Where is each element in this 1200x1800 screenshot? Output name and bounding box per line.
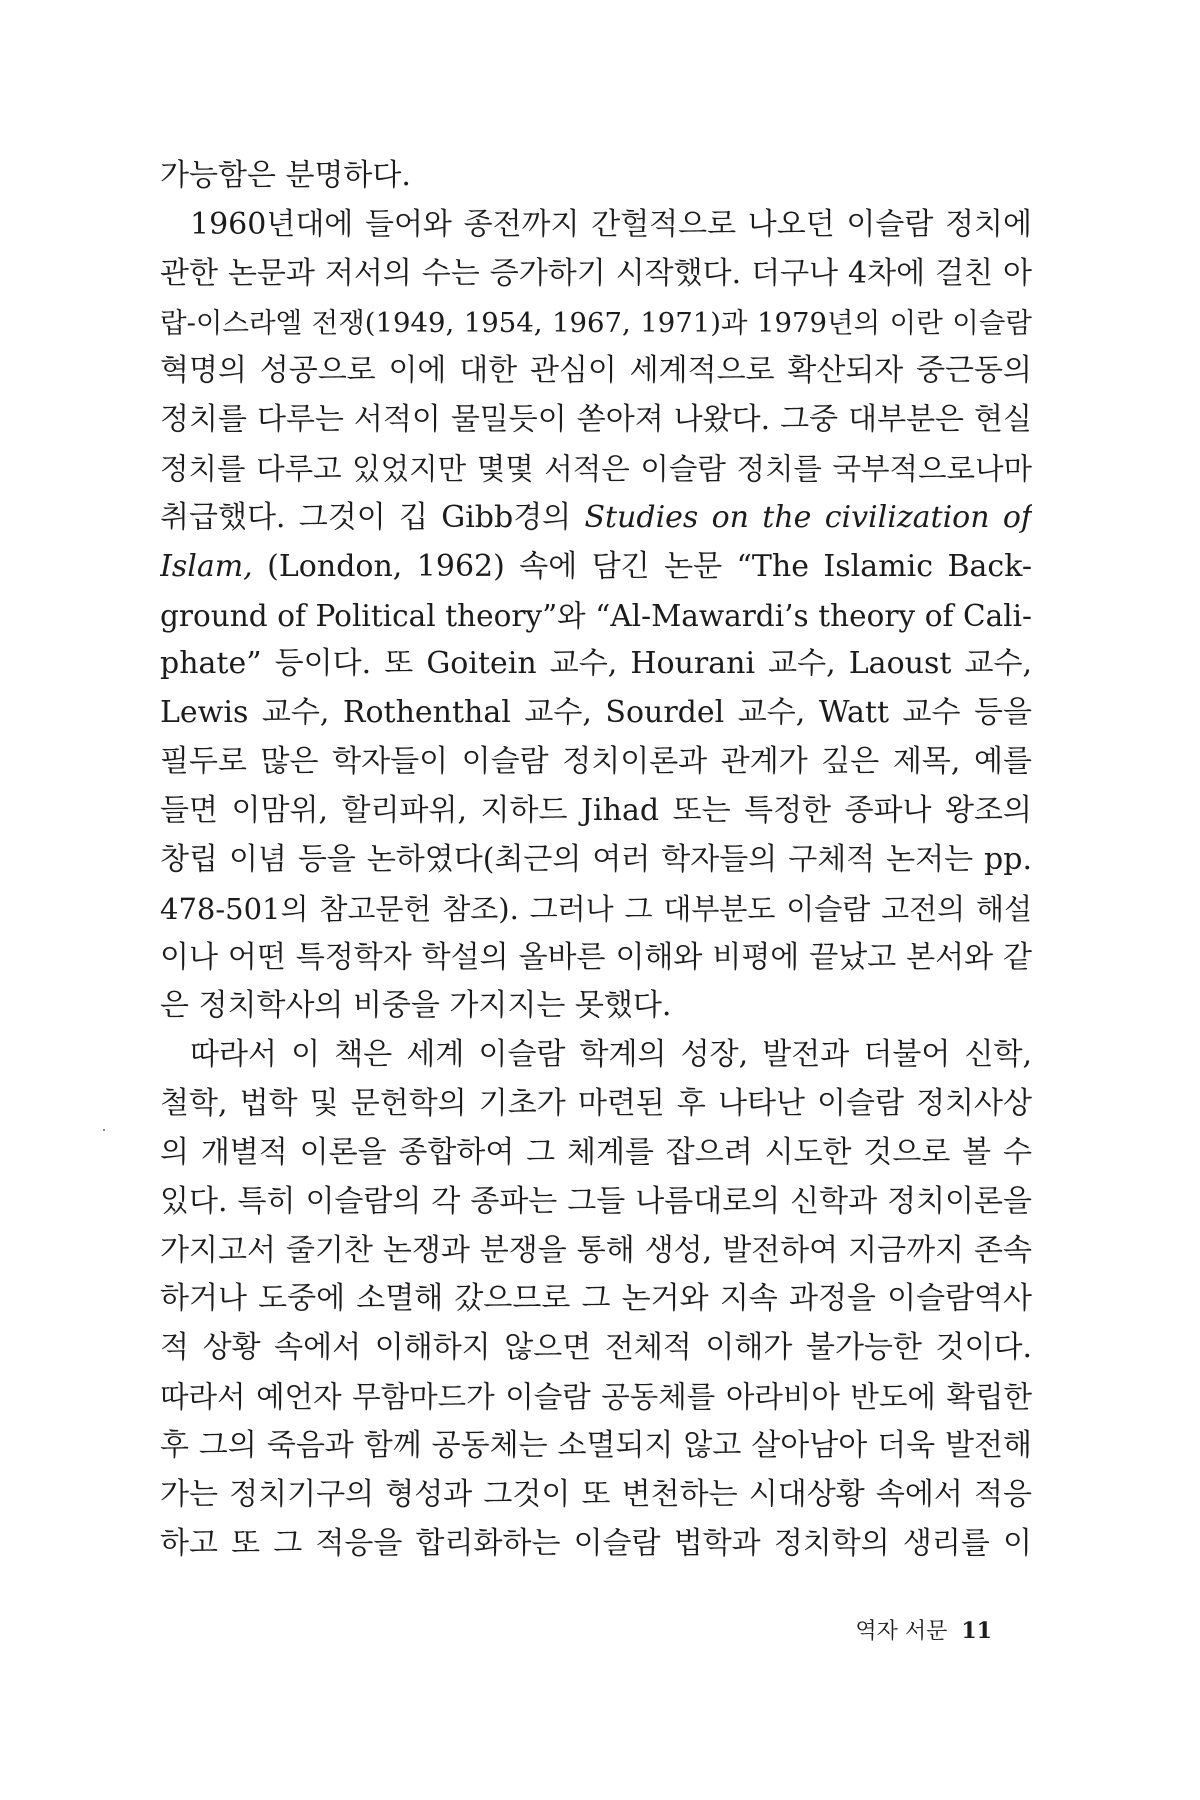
text-line xyxy=(160,543,1032,592)
body-text xyxy=(160,152,1032,1568)
text-span: (London, 1962) 속에 담긴 논문 “The Islamic Back- xyxy=(252,548,1032,584)
book-title: Islam, xyxy=(160,548,253,584)
text-line: 478-501의 참고문헌 참조). 그러나 그 대부분도 이슬람 고전의 해설 xyxy=(160,891,1032,926)
text-line: 적 상황 속에서 이해하지 않으면 전체적 이해가 불가능한 것이다. xyxy=(160,1330,1032,1366)
text-line: 있다. 특히 이슬람의 각 종파는 그들 나름대로의 신학과 정치이론을 xyxy=(160,1183,1032,1219)
text-line: 따라서 이 책은 세계 이슬람 학계의 성장, 발전과 더불어 신학, xyxy=(190,1037,1032,1073)
text-span: 취급했다. 그것이 깁 Gibb경의 xyxy=(160,499,585,535)
text-line: 정치를 다루고 있었지만 몇몇 서적은 이슬람 정치를 국부적으로나마 xyxy=(160,452,1032,487)
text-line: 의 개별적 이론을 종합하여 그 체계를 잡으려 시도한 것으로 볼 수 xyxy=(160,1134,1032,1170)
page-number: 11 xyxy=(961,1618,992,1644)
text-line: 이나 어떤 특정학자 학설의 올바른 이해와 비평에 끝났고 본서와 같 xyxy=(160,939,1032,975)
text-line: 랍-이스라엘 전쟁(1949, 1954, 1967, 1971)과 1979년의 이란 이슬람 xyxy=(160,306,1032,339)
text-line: 가능함은 분명하다. xyxy=(160,158,411,193)
text-line: 정치를 다루는 서적이 물밀듯이 쏟아져 나왔다. 그중 대부분은 현실 xyxy=(160,402,1032,438)
text-line: 1960년대에 들어와 종전까지 간헐적으로 나오던 이슬람 정치에 xyxy=(190,206,1032,242)
text-line xyxy=(160,494,1032,543)
book-title: Studies on the civilization of xyxy=(584,499,1032,535)
text-line: ground of Political theory”와 “Al-Mawardi’s theory of Cali- xyxy=(160,598,1032,633)
text-line: 은 정치학사의 비중을 가지지는 못했다. xyxy=(160,988,672,1024)
text-line: 관한 논문과 저서의 수는 증가하기 시작했다. 더구나 4차에 걸친 아 xyxy=(160,255,1032,291)
text-line: 가는 정치기구의 형성과 그것이 또 변천하는 시대상황 속에서 적응 xyxy=(160,1476,1032,1512)
text-line: 하고 또 그 적응을 합리화하는 이슬람 법학과 정치학의 생리를 이 xyxy=(160,1525,1032,1561)
text-line: phate” 등이다. 또 Goitein 교수, Hourani 교수, Laoust 교수, xyxy=(160,646,1032,682)
text-line: 혁명의 성공으로 이에 대한 관심이 세계적으로 확산되자 중근동의 xyxy=(160,353,1032,389)
text-line: 하거나 도중에 소멸해 갔으므로 그 논거와 지속 과정을 이슬람역사 xyxy=(160,1281,1032,1317)
text-line: 들면 이맘위, 할리파위, 지하드 Jihad 또는 특정한 종파나 왕조의 xyxy=(160,792,1032,828)
text-line: 가지고서 줄기찬 논쟁과 분쟁을 통해 생성, 발전하여 지금까지 존속 xyxy=(160,1232,1032,1268)
text-line: 철학, 법학 및 문헌학의 기초가 마련된 후 나타난 이슬람 정치사상 xyxy=(160,1086,1032,1122)
text-line: 필두로 많은 학자들이 이슬람 정치이론과 관계가 깊은 제목, 예를 xyxy=(160,744,1032,780)
text-line: Lewis 교수, Rothenthal 교수, Sourdel 교수, Watt 교수 등을 xyxy=(160,695,1032,731)
running-footer-title: 역자 서문 xyxy=(855,1619,948,1644)
page-footer xyxy=(855,1617,992,1646)
text-line: 따라서 예언자 무함마드가 이슬람 공동체를 아라비아 반도에 확립한 xyxy=(160,1380,1032,1415)
text-line: 창립 이념 등을 논하였다(최근의 여러 학자들의 구체적 논저는 pp. xyxy=(160,841,1032,877)
text-line: 후 그의 죽음과 함께 공동체는 소멸되지 않고 살아남아 더욱 발전해 xyxy=(160,1427,1032,1463)
scan-speck xyxy=(103,1129,105,1131)
